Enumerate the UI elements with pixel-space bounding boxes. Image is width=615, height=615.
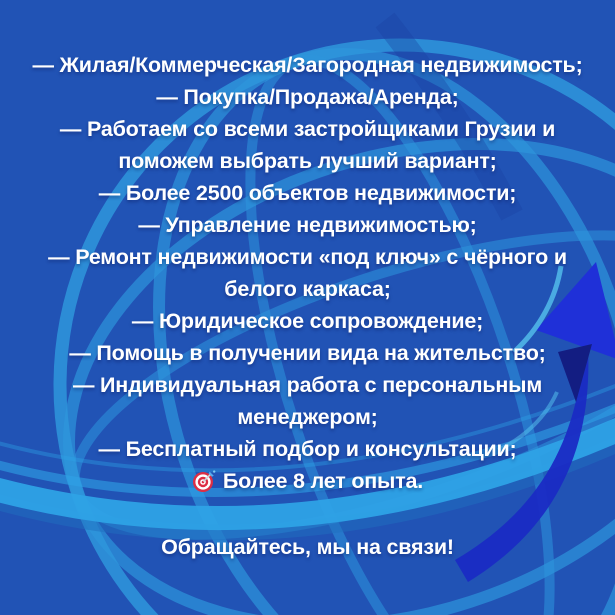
bullet-line: — Индивидуальная работа с персональным bbox=[72, 373, 543, 397]
bullet-line: — Помощь в получении вида на жительство; bbox=[69, 341, 546, 365]
bullet-line: — Бесплатный подбор и консультации; bbox=[98, 437, 517, 461]
bullet-line: — Более 2500 объектов недвижимости; bbox=[98, 181, 517, 205]
bullet-line: белого каркаса; bbox=[224, 277, 391, 301]
bullet-line: — Покупка/Продажа/Аренда; bbox=[156, 85, 459, 109]
dartboard-target-icon bbox=[192, 469, 216, 493]
bullet-line: — Жилая/Коммерческая/Загородная недвижимость; bbox=[32, 53, 583, 77]
experience-line bbox=[0, 465, 615, 497]
closing-line: Обращайтесь, мы на связи! bbox=[161, 535, 454, 559]
bullet-line: — Работаем со всеми застройщиками Грузии и bbox=[59, 117, 556, 141]
bullet-line: — Юридическое сопровождение; bbox=[131, 309, 484, 333]
bullet-line: — Ремонт недвижимости «под ключ» с чёрного и bbox=[48, 245, 567, 269]
experience-text: Более 8 лет опыта. bbox=[222, 469, 424, 493]
bullet-line: — Управление недвижимостью; bbox=[138, 213, 477, 237]
bullet-line: поможем выбрать лучший вариант; bbox=[118, 149, 497, 173]
bullet-line: менеджером; bbox=[237, 405, 378, 429]
